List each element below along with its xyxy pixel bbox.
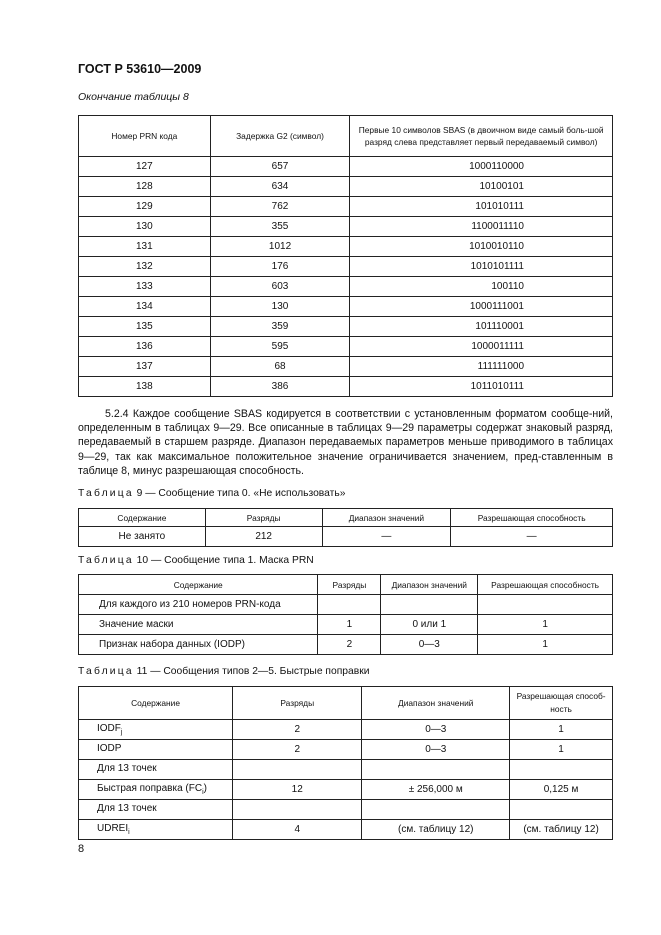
cell-first-symbols: 1000111001 [350,297,613,317]
header-resolution: Разрешающая способность [478,575,613,595]
content-text: Для 13 точек [97,803,157,814]
cell-resolution: 1 [478,615,613,635]
table10-label: Таблица [78,555,134,566]
cell-resolution: — [451,527,613,547]
cell-resolution: 1 [510,720,613,740]
header-content: Содержание [79,509,206,527]
content-subscript: i [128,829,130,836]
cell-g2-delay: 762 [210,197,350,217]
cell-prn-number: 136 [79,337,211,357]
cell-resolution: 1 [510,740,613,760]
cell-content: Признак набора данных (IODP) [79,635,318,655]
cell-g2-delay: 657 [210,157,350,177]
header-range: Диапазон значений [322,509,451,527]
cell-first-symbols: 1100011110 [350,217,613,237]
header-range: Диапазон значений [362,687,510,720]
table-10 [78,574,613,655]
cell-prn-number: 138 [79,377,211,397]
header-g2-delay: Задержка G2 (символ) [210,116,350,157]
content-subscript: i [202,789,204,796]
table-row [79,197,613,217]
table-row [79,635,613,655]
header-range: Диапазон значений [381,575,478,595]
table-header-row [79,687,613,720]
section-paragraph [78,407,613,478]
cell-g2-delay: 386 [210,377,350,397]
table-row [79,377,613,397]
cell-g2-delay: 359 [210,317,350,337]
header-first-symbols: Первые 10 символов SBAS (в двоичном виде самый боль-шой разряд слева представляет первый передаваемый символ) [350,116,613,157]
cell-first-symbols: 1000110000 [350,157,613,177]
cell-g2-delay: 355 [210,217,350,237]
cell-range: ± 256,000 м [362,780,510,800]
cell-prn-number: 132 [79,257,211,277]
cell-content [79,820,233,840]
table9-caption [78,488,345,499]
cell-content: Не занято [79,527,206,547]
header-content: Содержание [79,575,318,595]
cell-first-symbols: 10100101 [350,177,613,197]
table-9 [78,508,613,547]
cell-first-symbols: 1010010110 [350,237,613,257]
cell-bits: 2 [233,740,362,760]
cell-content: Для каждого из 210 номеров PRN-кода [79,595,318,615]
cell-range: 0—3 [362,720,510,740]
cell-bits: 212 [205,527,322,547]
cell-range: 0—3 [362,740,510,760]
table-row [79,337,613,357]
content-subscript: j [120,729,123,736]
table-row [79,217,613,237]
table-row [79,237,613,257]
table8-caption: Окончание таблицы 8 [78,91,189,103]
cell-content [79,720,233,740]
content-text: UDREI [97,823,129,834]
cell-prn-number: 131 [79,237,211,257]
table11-caption-text: 11 — Сообщения типов 2—5. Быстрые поправки [136,666,370,677]
table-header-row [79,509,613,527]
table9-caption-text: 9 — Сообщение типа 0. «Не использовать» [136,488,346,499]
table11-caption [78,666,369,677]
table-row [79,760,613,780]
table-row [79,820,613,840]
cell-prn-number: 127 [79,157,211,177]
cell-range [362,800,510,820]
cell-prn-number: 128 [79,177,211,197]
content-suffix: ) [203,783,207,794]
cell-first-symbols: 1010101111 [350,257,613,277]
cell-g2-delay: 1012 [210,237,350,257]
cell-bits: 4 [233,820,362,840]
cell-content: Значение маски [79,615,318,635]
cell-range: 0—3 [381,635,478,655]
cell-first-symbols: 111111000 [350,357,613,377]
header-bits: Разряды [233,687,362,720]
table-row [79,257,613,277]
cell-g2-delay: 176 [210,257,350,277]
cell-content [79,740,233,760]
table-row [79,297,613,317]
header-bits: Разряды [205,509,322,527]
cell-bits: 2 [233,720,362,740]
cell-bits: 2 [318,635,381,655]
cell-first-symbols: 1000011111 [350,337,613,357]
table-row [79,277,613,297]
table10-caption-text: 10 — Сообщение типа 1. Маска PRN [136,555,314,566]
content-text: Быстрая поправка (FC [97,783,203,794]
table-row [79,780,613,800]
page-number: 8 [78,843,85,855]
cell-g2-delay: 634 [210,177,350,197]
cell-g2-delay: 68 [210,357,350,377]
content-text: IODP [97,743,122,754]
cell-first-symbols: 1011010111 [350,377,613,397]
cell-content [79,800,233,820]
cell-bits [233,800,362,820]
cell-first-symbols: 101110001 [350,317,613,337]
cell-prn-number: 137 [79,357,211,377]
cell-range [381,595,478,615]
cell-content [79,760,233,780]
table-row [79,357,613,377]
table-row [79,157,613,177]
cell-resolution: 1 [478,635,613,655]
cell-range: (см. таблицу 12) [362,820,510,840]
cell-prn-number: 129 [79,197,211,217]
paragraph-text: 5.2.4 Каждое сообщение SBAS кодируется в соответствии с установленным форматом сообще-ний, определенным в таблицах 9—29. Все описанные в таблицах 9—29 параметры содержат знаковый разряд, передаваемый в старшем разряде. Диапазон передаваемых параметров меньше приводимого в таблицах 9—29, так как максимальное положительное значение ограничивается значением, пред-ставленным в таблице 8, минус разрешающая способность. [78,408,613,477]
table-8 [78,115,613,397]
header-bits: Разряды [318,575,381,595]
cell-resolution: 0,125 м [510,780,613,800]
cell-first-symbols: 101010111 [350,197,613,217]
cell-prn-number: 135 [79,317,211,337]
document-title: ГОСТ Р 53610—2009 [78,62,202,76]
table9-label: Таблица [78,488,134,499]
table-row [79,800,613,820]
table-header-row [79,575,613,595]
cell-range [362,760,510,780]
cell-resolution [478,595,613,615]
table-11 [78,686,613,840]
cell-content [79,780,233,800]
content-text: Для 13 точек [97,763,157,774]
header-prn-number: Номер PRN кода [79,116,211,157]
cell-resolution [510,800,613,820]
table-header-row [79,116,613,157]
cell-bits: 12 [233,780,362,800]
cell-prn-number: 130 [79,217,211,237]
table-row [79,317,613,337]
table-row [79,527,613,547]
cell-prn-number: 134 [79,297,211,317]
table-row [79,615,613,635]
table-row [79,177,613,197]
cell-resolution: (см. таблицу 12) [510,820,613,840]
cell-bits: 1 [318,615,381,635]
table-row [79,720,613,740]
header-content: Содержание [79,687,233,720]
cell-range: — [322,527,451,547]
cell-g2-delay: 595 [210,337,350,357]
cell-bits [233,760,362,780]
cell-bits [318,595,381,615]
cell-first-symbols: 100110 [350,277,613,297]
cell-prn-number: 133 [79,277,211,297]
table10-caption [78,555,314,566]
table11-label: Таблица [78,666,134,677]
header-resolution: Разрешающая способность [451,509,613,527]
content-text: IODF [97,723,121,734]
header-resolution: Разрешающая способ-ность [510,687,613,720]
cell-g2-delay: 603 [210,277,350,297]
table-row [79,740,613,760]
cell-g2-delay: 130 [210,297,350,317]
cell-resolution [510,760,613,780]
cell-range: 0 или 1 [381,615,478,635]
table-row [79,595,613,615]
